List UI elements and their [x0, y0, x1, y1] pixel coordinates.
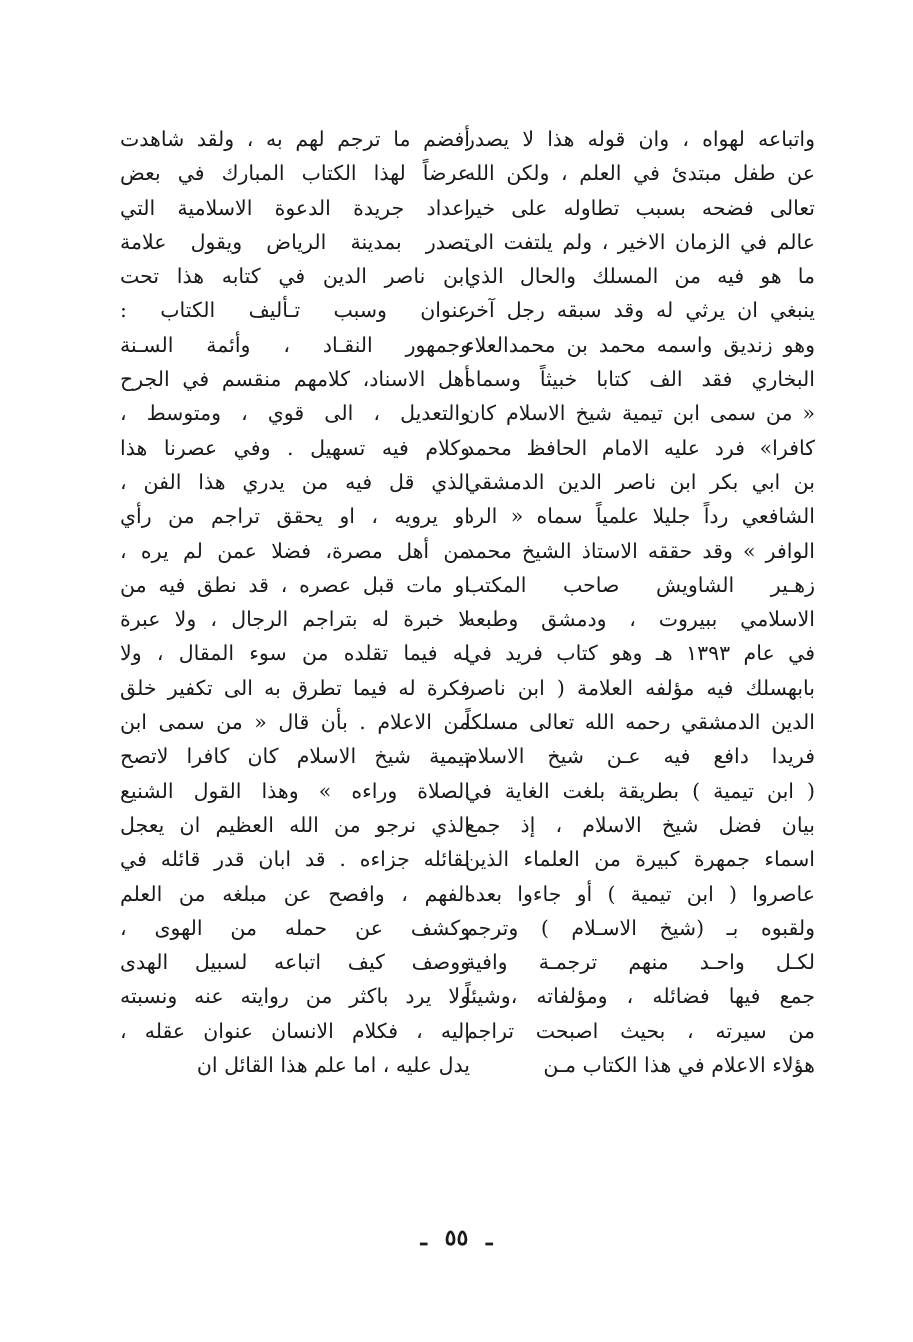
text-line: عن طفل مبتدئ في العلم ، ولكن الله [465, 161, 815, 186]
text-line: وهو زنديق واسمه محمد بن محمدالعلاء [465, 332, 815, 357]
text-line: الفهم ، وافصح عن مبلغه من العلم [120, 881, 470, 906]
text-line: في عام ١٣٩٣ هـ وهو كتاب فريد في [465, 641, 815, 666]
text-line: اعداد جريدة الدعوة الاسلامية التي [120, 195, 470, 220]
text-line: البخاري فقد الف كتابا خبيثاً وسماه [465, 367, 815, 392]
text-line: الوافر » وقد حققه الاستاذ الشيخ محمد [465, 538, 815, 563]
text-line: كافرا» فرد عليه الامام الحافظ محمد [465, 435, 815, 460]
text-line: ما هو فيه من المسلك والحال الذي [465, 264, 815, 289]
text-line: فكرة له فيما تطرق به الى تكفير خلق [120, 675, 470, 700]
text-line: وجمهور النقـاد ، وأئمة السـنة [120, 332, 470, 357]
page-number-digits: ٥٥ [444, 1225, 469, 1251]
text-line: تيمية شيخ الاسلام كان كافرا لاتصح [120, 744, 470, 769]
text-line: الدين الدمشقي رحمه الله تعالى مسلكاً [465, 710, 815, 735]
text-line: زهـير الشاويش صاحب المكتب [465, 572, 815, 597]
text-line: أهل الاسناد، كلامهم منقسم في الجرح [120, 367, 470, 392]
text-line: لكـل واحـد منهم ترجمـة وافية [465, 950, 815, 975]
text-line: الذي نرجو من الله العظيم ان يعجل [120, 812, 470, 837]
text-line: عرضاً لهذا الكتاب المبارك في بعض [120, 161, 470, 186]
text-line: هؤلاء الاعلام في هذا الكتاب مـن [543, 1053, 815, 1078]
text-line: لا خبرة له بتراجم الرجال ، ولا عبرة [120, 607, 470, 632]
text-line: ينبغي ان يرثي له وقد سبقه رجل آخر [465, 298, 815, 323]
page-number [0, 1225, 913, 1251]
text-column-right [465, 122, 815, 1082]
page-number-dash-right: ـ [485, 1225, 493, 1251]
text-line: عالم في الزمان الاخير ، ولم يلتفت الى [465, 229, 815, 254]
text-line: الصلاة وراءه » وهذا القول الشنيع [120, 778, 470, 803]
text-line: اليه ، فكلام الانسان عنوان عقله ، [120, 1018, 470, 1043]
text-line: او مات قبل عصره ، قد نطق فيه من [120, 572, 470, 597]
text-column-left [120, 122, 470, 1082]
text-line: بيان فضل شيخ الاسلام ، إذ جمع [465, 812, 815, 837]
text-line: له فيما تقلده من سوء المقال ، ولا [120, 641, 470, 666]
text-line: بن ابي بكر ابن ناصر الدين الدمشقي [465, 469, 815, 494]
text-line: فريدا دافع فيه عـن شيخ الاسلام [465, 744, 815, 769]
text-line: « من سمى ابن تيمية شيخ الاسلام كان [465, 401, 815, 426]
text-line: ابن ناصر الدين في كتابه هذا تحت [120, 264, 470, 289]
text-line: تعالى فضحه بسبب تطاوله على خير [465, 195, 815, 220]
text-line: ووصف كيف اتباعه لسبيل الهدى [120, 950, 470, 975]
text-line: أفضم ما ترجم لهم به ، ولقد شاهدت [120, 127, 470, 151]
text-line: لقائله جزاءه . قد ابان قدر قائله في [120, 847, 470, 872]
text-line: الشافعي رداً جليلا علمياً سماه « الرد [465, 504, 815, 529]
text-line: تصدر بمدينة الرياض ويقول علامة [120, 229, 470, 254]
text-line: والتعديل ، الى قوي ، ومتوسط ، [120, 401, 470, 426]
text-line: الذي قل فيه من يدري هذا الفن ، [120, 469, 470, 494]
page-number-dash-left: ـ [420, 1225, 427, 1251]
text-line: واتباعه لهواه ، وان قوله هذا لا يصدر [465, 127, 815, 151]
text-line: وكشف عن حمله من الهوى ، [120, 915, 470, 940]
text-line: وكلام فيه تسهيل . وفي عصرنا هذا [120, 435, 470, 460]
text-line: يدل عليه ، اما علم هذا القائل ان [196, 1053, 470, 1078]
text-line: من الاعلام . بأن قال « من سمى ابن [120, 710, 470, 735]
text-line: ولا يرد باكثر من روايته عنه ونسبته [120, 984, 470, 1009]
text-line: او يرويه ، او يحقق تراجم من رأي [120, 504, 470, 529]
text-line: عاصروا ( ابن تيمية ) أو جاءوا بعده [465, 881, 815, 906]
text-line: بابهسلك فيه مؤلفه العلامة ( ابن ناصر [465, 675, 815, 700]
text-line: الاسلامي ببيروت ، ودمشق وطبعه [465, 607, 815, 632]
text-line: ولقبوه بـ (شيخ الاسـلام ) وترجم [465, 915, 815, 940]
text-line: جمع فيها فضائله ، ومؤلفاته ،وشيئاً [465, 984, 815, 1009]
text-line: من سيرته ، بحيث اصبحت تراجم [465, 1018, 815, 1043]
text-line: ( ابن تيمية ) بطريقة بلغت الغاية في [465, 778, 815, 803]
text-line: من أهل مصرة، فضلا عمن لم يره ، [120, 538, 470, 563]
text-line: عنوان وسبب تـأليف الكتاب : [120, 298, 470, 323]
text-line: اسماء جمهرة كبيرة من العلماء الذين [465, 847, 815, 872]
